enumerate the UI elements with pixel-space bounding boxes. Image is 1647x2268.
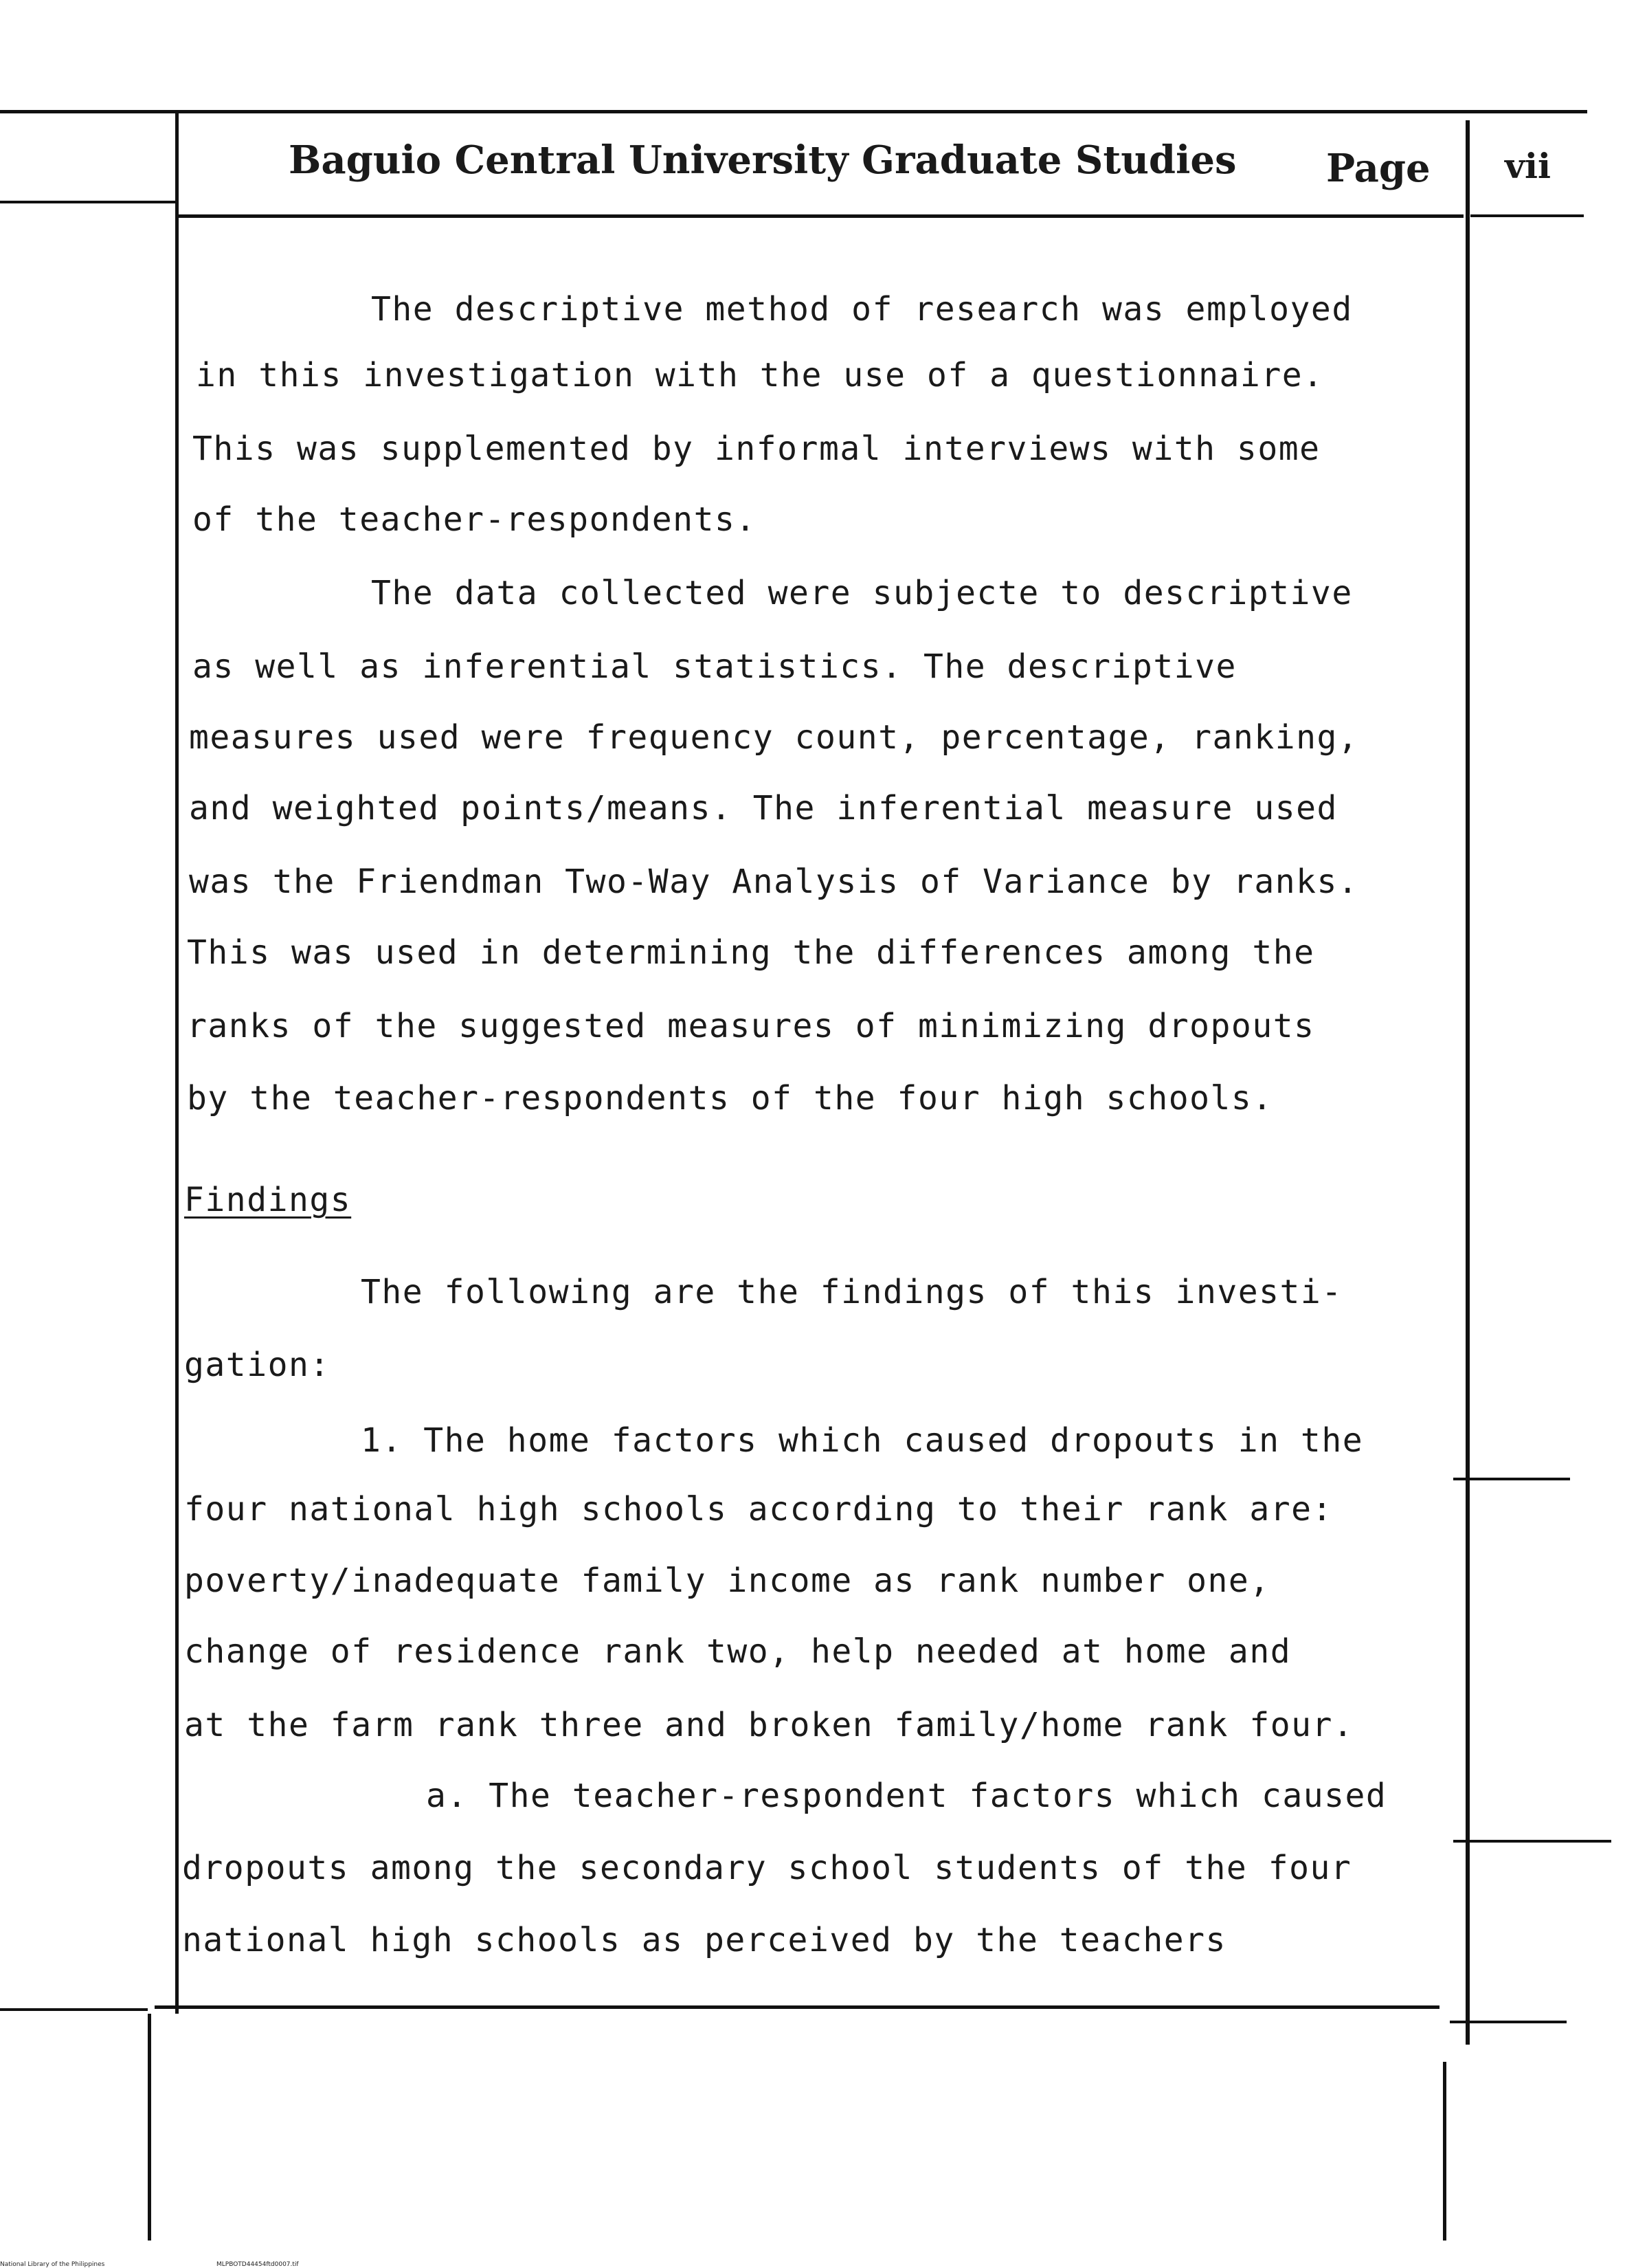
right-tick-2 bbox=[1453, 1840, 1611, 1843]
library-footer-text: National Library of the Philippines bbox=[0, 2261, 105, 2268]
body-text-line: The data collected were subjecte to descriptive bbox=[371, 574, 1353, 612]
body-text-line: in this investigation with the use of a questionnaire. bbox=[196, 356, 1324, 394]
page-number: vii bbox=[1505, 146, 1551, 186]
page-label: Page bbox=[1326, 146, 1431, 191]
header-bottom-rule bbox=[175, 214, 1464, 218]
file-name-footer-text: MLPBOTD44454ftd0007.tif bbox=[216, 2261, 299, 2268]
right-margin-line-lower bbox=[1443, 2062, 1446, 2241]
finding-subitem-line: a. The teacher-respondent factors which caused bbox=[426, 1777, 1387, 1815]
finding-subitem-line: national high schools as perceived by the teachers bbox=[182, 1921, 1226, 1959]
body-text-line: gation: bbox=[184, 1346, 330, 1384]
university-header-title: Baguio Central University Graduate Studies bbox=[289, 137, 1237, 183]
body-text-line: and weighted points/means. The inferential measure used bbox=[189, 789, 1338, 827]
body-text-line: as well as inferential statistics. The descriptive bbox=[192, 647, 1237, 686]
body-text-line: measures used were frequency count, percentage, ranking, bbox=[189, 718, 1359, 757]
finding-item-line: at the farm rank three and broken family/home rank four. bbox=[184, 1706, 1354, 1744]
top-outer-rule bbox=[0, 110, 1587, 113]
right-margin-line bbox=[1466, 120, 1470, 2045]
finding-subitem-line: dropouts among the secondary school students of the four bbox=[182, 1849, 1352, 1887]
body-text-line: This was used in determining the differences among the bbox=[187, 933, 1315, 972]
finding-item-line: poverty/inadequate family income as rank number one, bbox=[184, 1561, 1270, 1600]
body-text-line: The descriptive method of research was employed bbox=[371, 290, 1353, 329]
footer-rule-left bbox=[0, 2008, 148, 2011]
footer-rule-right bbox=[1450, 2021, 1567, 2023]
body-text-line: by the teacher-respondents of the four high schools. bbox=[187, 1079, 1273, 1118]
findings-heading: Findings bbox=[184, 1181, 352, 1219]
footer-rule bbox=[155, 2005, 1439, 2009]
finding-item-line: change of residence rank two, help needed at home and bbox=[184, 1632, 1292, 1671]
finding-item-line: four national high schools according to their rank are: bbox=[184, 1490, 1333, 1528]
right-tick-1 bbox=[1453, 1478, 1570, 1480]
body-text-line: was the Friendman Two-Way Analysis of Variance by ranks. bbox=[189, 863, 1359, 901]
header-bottom-rule-left bbox=[0, 201, 175, 203]
body-text-line: This was supplemented by informal interviews with some bbox=[192, 430, 1321, 468]
left-margin-line-lower bbox=[148, 2014, 151, 2241]
left-margin-line bbox=[175, 110, 179, 2014]
body-text-line: ranks of the suggested measures of minimizing dropouts bbox=[187, 1007, 1315, 1045]
header-bottom-rule-right bbox=[1470, 214, 1584, 217]
body-text-line: The following are the findings of this investi- bbox=[361, 1273, 1343, 1311]
body-text-line: of the teacher-respondents. bbox=[192, 500, 757, 539]
finding-item-line: 1. The home factors which caused dropouts in the bbox=[361, 1421, 1364, 1460]
